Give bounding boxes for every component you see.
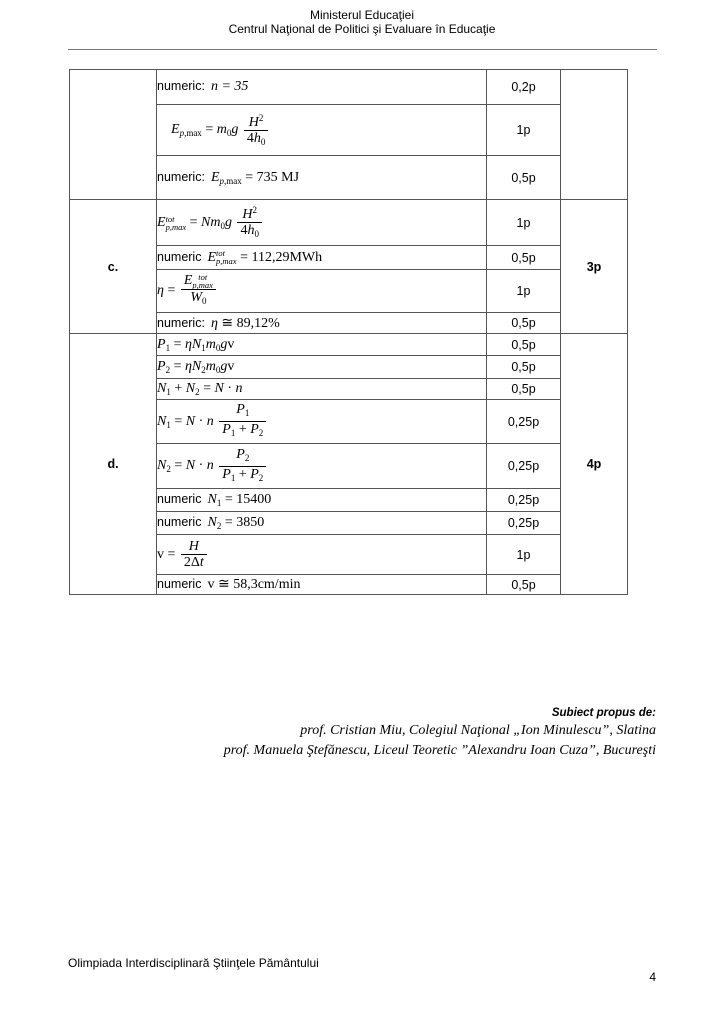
points-cell: 0,5p [487,246,561,270]
solution-cell [157,105,487,156]
solution-cell [157,400,487,444]
formula: E tot p,max = 112,29MWh [207,248,323,267]
header-divider [68,49,657,50]
formula: $N_1 + N_2 = N \cdot n$ [157,381,243,397]
formula: η ≅ 89,12% [210,315,280,331]
formula: E tot p,max = $Nm_0g$ $\frac{H^2}{4h_0}$ [157,215,264,230]
solution-cell: numeric $N_1 = 15400$ [157,489,487,512]
header-center: Centrul Naţional de Politici şi Evaluare în Educaţie [228,22,496,36]
page-footer: Olimpiada Interdisciplinară Ştiinţele Pământului [68,956,319,970]
solution-cell [157,334,487,356]
solution-cell [157,356,487,379]
points-cell: 0,5p [487,356,561,379]
solution-cell [157,200,487,246]
points-cell: 0,5p [487,379,561,400]
points-cell: 1p [487,105,561,156]
points-cell: 0,2p [487,70,561,105]
formula: $E_{p,max} = m_0g$ $\frac{H^2}{4h_0}$ [157,122,270,137]
section-c-label: c. [70,200,157,334]
points-cell: 0,25p [487,444,561,489]
solution-cell [157,535,487,575]
solution-cell: numeric: η ≅ 89,12% [157,313,487,334]
formula: η = E tot p,max $W_0$ [157,283,218,298]
author-line: prof. Manuela Ştefănescu, Liceul Teoretic ”Alexandru Ioan Cuza”, Bucureşti [223,743,656,758]
header-ministry: Ministerul Educaţiei [309,8,415,22]
formula: $N_2 = N \cdot n$ $\frac{P_2}{P_1 + P_2}$ [157,458,268,473]
formula: $N_1 = 15400$ [207,492,272,508]
solution-cell: numeric v ≅ 58,3cm/min [157,575,487,595]
points-cell: 0,25p [487,400,561,444]
formula: $P_1 = \eta N_1m_0gv$ [157,336,235,353]
section-c-total: 3p [561,200,628,334]
formula: v ≅ 58,3cm/min [207,577,301,592]
formula: v = $\frac{H}{2\Delta t}$ [157,547,209,562]
solution-cell [157,379,487,400]
points-cell: 1p [487,200,561,246]
points-cell: 0,5p [487,575,561,595]
solution-cell: numeric E tot p,max = 112,29MWh [157,246,487,270]
solution-cell: numeric $N_2 = 3850$ [157,512,487,535]
solution-cell [157,270,487,313]
points-cell: 1p [487,270,561,313]
points-cell: 0,25p [487,489,561,512]
table-row [70,334,628,356]
page-number: 4 [649,970,656,984]
points-cell: 1p [487,535,561,575]
author-line: prof. Cristian Miu, Colegiul Naţional „Ion Minulescu”, Slatina [300,723,656,738]
formula: $P_2 = \eta N_2m_0gv$ [157,359,235,375]
section-b-total [561,70,628,200]
formula: $N_1 = N \cdot n$ $\frac{P_1}{P_1 + P_2}$ [157,414,268,429]
solution-cell: numeric: n = 35 [157,70,487,105]
points-cell: 0,25p [487,512,561,535]
points-cell: 0,5p [487,156,561,200]
formula: $E_{p,max} = 735$ MJ [210,169,300,186]
formula: n = 35 [210,79,249,94]
subiect-propus-label: Subiect propus de: [551,707,656,719]
section-d-label: d. [70,334,157,595]
table-row [70,70,628,105]
points-cell: 0,5p [487,334,561,356]
points-cell: 0,5p [487,313,561,334]
grading-table [69,69,628,595]
solution-cell [157,444,487,489]
solution-cell: numeric: $E_{p,max} = 735$ MJ [157,156,487,200]
section-b-label [70,70,157,200]
section-d-total: 4p [561,334,628,595]
table-row [70,200,628,246]
formula: $N_2 = 3850$ [207,515,265,531]
